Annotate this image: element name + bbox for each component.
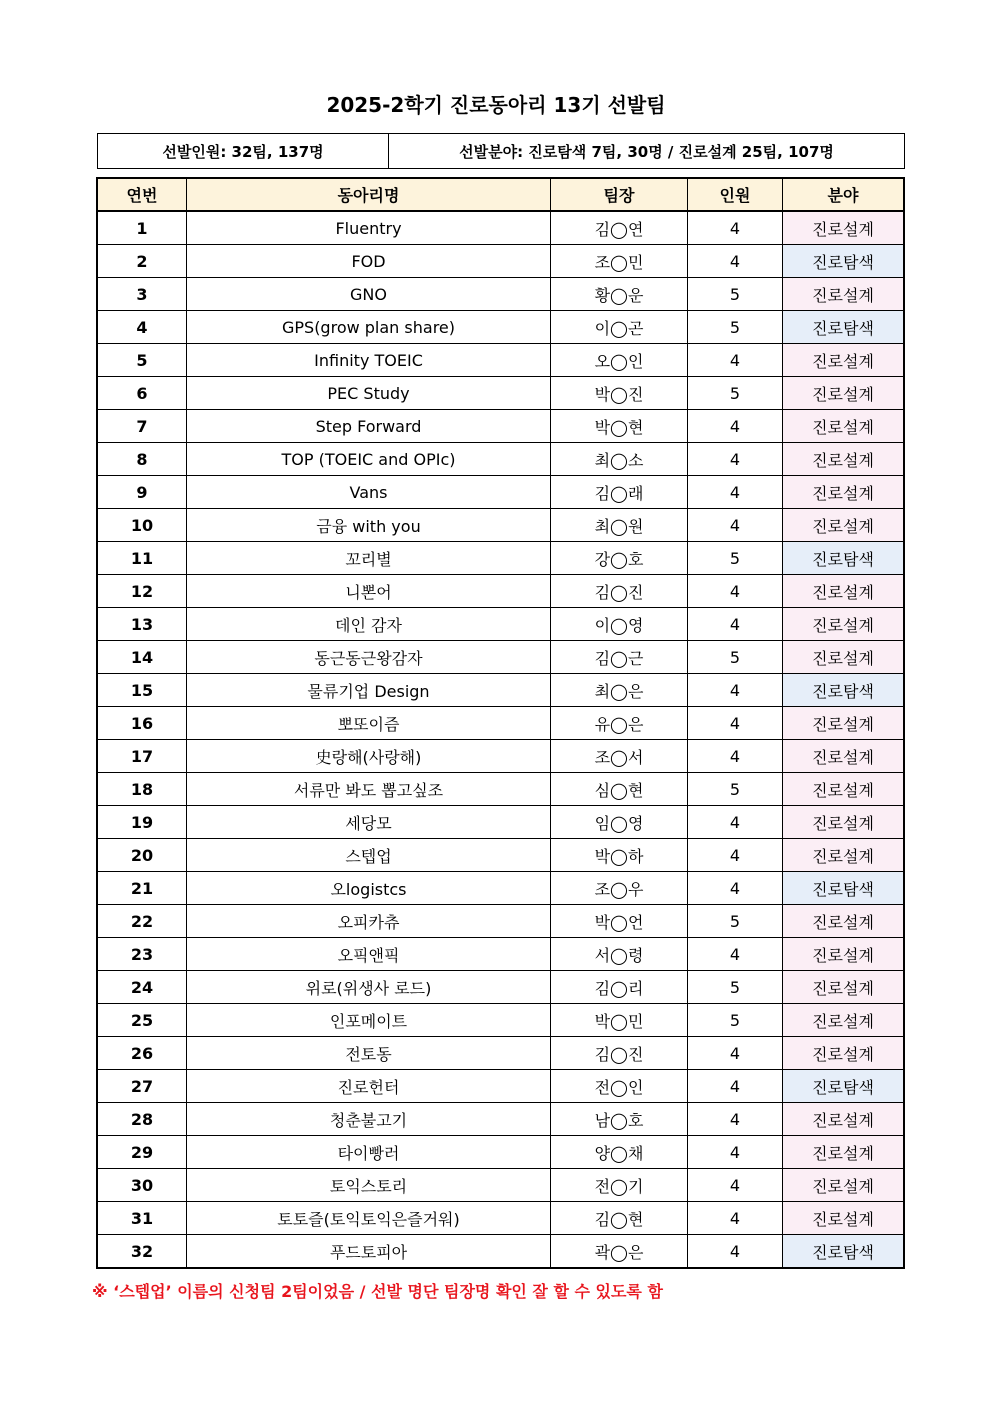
member-count: 5 — [688, 971, 783, 1004]
club-name: 진로헌터 — [187, 1070, 551, 1103]
team-leader: 황◯운 — [551, 278, 688, 311]
table-row — [97, 740, 904, 773]
table-row — [97, 410, 904, 443]
row-number: 14 — [97, 641, 187, 674]
field-category: 진로설계 — [783, 211, 905, 245]
team-leader: 박◯언 — [551, 905, 688, 938]
club-name: TOP (TOEIC and OPIc) — [187, 443, 551, 476]
club-name: 꼬리별 — [187, 542, 551, 575]
club-name: 스텝업 — [187, 839, 551, 872]
table-row — [97, 872, 904, 905]
member-count: 4 — [688, 1070, 783, 1103]
team-leader: 최◯은 — [551, 674, 688, 707]
row-number: 10 — [97, 509, 187, 542]
member-count: 5 — [688, 311, 783, 344]
member-count: 4 — [688, 443, 783, 476]
club-name: GNO — [187, 278, 551, 311]
club-name: PEC Study — [187, 377, 551, 410]
team-leader: 박◯하 — [551, 839, 688, 872]
team-leader: 이◯곤 — [551, 311, 688, 344]
club-name: 금융 with you — [187, 509, 551, 542]
field-category: 진로탐색 — [783, 1070, 905, 1103]
table-row — [97, 1202, 904, 1235]
header-members: 인원 — [688, 178, 783, 211]
team-leader: 박◯진 — [551, 377, 688, 410]
team-leader: 박◯현 — [551, 410, 688, 443]
row-number: 5 — [97, 344, 187, 377]
field-category: 진로탐색 — [783, 311, 905, 344]
row-number: 31 — [97, 1202, 187, 1235]
row-number: 9 — [97, 476, 187, 509]
field-category: 진로설계 — [783, 1103, 905, 1136]
row-number: 16 — [97, 707, 187, 740]
row-number: 29 — [97, 1136, 187, 1169]
table-row — [97, 1070, 904, 1103]
team-leader: 김◯연 — [551, 211, 688, 245]
team-leader: 심◯현 — [551, 773, 688, 806]
club-name: GPS(grow plan share) — [187, 311, 551, 344]
table-row — [97, 641, 904, 674]
field-category: 진로설계 — [783, 476, 905, 509]
row-number: 26 — [97, 1037, 187, 1070]
club-name: 오logistcs — [187, 872, 551, 905]
team-leader: 최◯원 — [551, 509, 688, 542]
selected-fields: 선발분야: 진로탐색 7팀, 30명 / 진로설계 25팀, 107명 — [389, 134, 905, 169]
club-name: Step Forward — [187, 410, 551, 443]
member-count: 4 — [688, 344, 783, 377]
field-category: 진로설계 — [783, 971, 905, 1004]
club-name: 토토즐(토익토익은즐거워) — [187, 1202, 551, 1235]
club-name: 푸드토피아 — [187, 1235, 551, 1269]
table-row — [97, 905, 904, 938]
row-number: 8 — [97, 443, 187, 476]
field-category: 진로설계 — [783, 740, 905, 773]
club-name: 서류만 봐도 뽑고싶조 — [187, 773, 551, 806]
summary-table — [97, 133, 905, 169]
member-count: 4 — [688, 938, 783, 971]
row-number: 3 — [97, 278, 187, 311]
table-row — [97, 1004, 904, 1037]
team-leader: 최◯소 — [551, 443, 688, 476]
member-count: 4 — [688, 575, 783, 608]
member-count: 5 — [688, 542, 783, 575]
row-number: 7 — [97, 410, 187, 443]
field-category: 진로설계 — [783, 575, 905, 608]
field-category: 진로설계 — [783, 1136, 905, 1169]
field-category: 진로탐색 — [783, 872, 905, 905]
team-leader: 김◯현 — [551, 1202, 688, 1235]
header-field: 분야 — [783, 178, 905, 211]
row-number: 1 — [97, 211, 187, 245]
row-number: 23 — [97, 938, 187, 971]
row-number: 20 — [97, 839, 187, 872]
club-name: 물류기업 Design — [187, 674, 551, 707]
table-row — [97, 773, 904, 806]
table-row — [97, 476, 904, 509]
header-no: 연번 — [97, 178, 187, 211]
row-number: 2 — [97, 245, 187, 278]
field-category: 진로설계 — [783, 344, 905, 377]
row-number: 22 — [97, 905, 187, 938]
member-count: 4 — [688, 211, 783, 245]
table-row — [97, 211, 904, 245]
row-number: 32 — [97, 1235, 187, 1269]
table-row — [97, 278, 904, 311]
club-name: 토익스토리 — [187, 1169, 551, 1202]
row-number: 15 — [97, 674, 187, 707]
club-name: 위로(위생사 로드) — [187, 971, 551, 1004]
field-category: 진로탐색 — [783, 1235, 905, 1269]
field-category: 진로설계 — [783, 905, 905, 938]
member-count: 4 — [688, 476, 783, 509]
field-category: 진로설계 — [783, 839, 905, 872]
team-leader: 강◯호 — [551, 542, 688, 575]
team-leader: 서◯령 — [551, 938, 688, 971]
row-number: 11 — [97, 542, 187, 575]
field-category: 진로설계 — [783, 938, 905, 971]
row-number: 25 — [97, 1004, 187, 1037]
table-row — [97, 839, 904, 872]
table-row — [97, 344, 904, 377]
team-leader: 남◯호 — [551, 1103, 688, 1136]
member-count: 4 — [688, 806, 783, 839]
member-count: 4 — [688, 1103, 783, 1136]
club-name: Fluentry — [187, 211, 551, 245]
table-row — [97, 1037, 904, 1070]
field-category: 진로설계 — [783, 509, 905, 542]
team-table — [96, 177, 905, 1269]
table-row — [97, 377, 904, 410]
field-category: 진로설계 — [783, 443, 905, 476]
row-number: 21 — [97, 872, 187, 905]
row-number: 24 — [97, 971, 187, 1004]
club-name: 오피카츄 — [187, 905, 551, 938]
field-category: 진로설계 — [783, 278, 905, 311]
team-leader: 이◯영 — [551, 608, 688, 641]
table-row — [97, 938, 904, 971]
field-category: 진로설계 — [783, 1169, 905, 1202]
row-number: 28 — [97, 1103, 187, 1136]
field-category: 진로설계 — [783, 608, 905, 641]
club-name: Infinity TOEIC — [187, 344, 551, 377]
table-row — [97, 575, 904, 608]
table-row — [97, 971, 904, 1004]
member-count: 4 — [688, 839, 783, 872]
row-number: 12 — [97, 575, 187, 608]
field-category: 진로설계 — [783, 641, 905, 674]
table-row — [97, 1136, 904, 1169]
club-name: 전토동 — [187, 1037, 551, 1070]
team-leader: 전◯기 — [551, 1169, 688, 1202]
member-count: 5 — [688, 641, 783, 674]
table-row — [97, 707, 904, 740]
table-row — [97, 311, 904, 344]
member-count: 5 — [688, 773, 783, 806]
row-number: 13 — [97, 608, 187, 641]
member-count: 4 — [688, 1136, 783, 1169]
field-category: 진로설계 — [783, 1004, 905, 1037]
table-row — [97, 674, 904, 707]
member-count: 4 — [688, 410, 783, 443]
club-name: 오픽앤픽 — [187, 938, 551, 971]
member-count: 5 — [688, 377, 783, 410]
member-count: 5 — [688, 278, 783, 311]
field-category: 진로탐색 — [783, 542, 905, 575]
table-row — [97, 509, 904, 542]
club-name: FOD — [187, 245, 551, 278]
row-number: 17 — [97, 740, 187, 773]
field-category: 진로탐색 — [783, 674, 905, 707]
header-leader: 팀장 — [551, 178, 688, 211]
row-number: 6 — [97, 377, 187, 410]
table-row — [97, 443, 904, 476]
table-row — [97, 1103, 904, 1136]
team-leader: 김◯진 — [551, 575, 688, 608]
member-count: 4 — [688, 1202, 783, 1235]
member-count: 4 — [688, 1235, 783, 1269]
field-category: 진로탐색 — [783, 245, 905, 278]
team-leader: 오◯인 — [551, 344, 688, 377]
team-leader: 임◯영 — [551, 806, 688, 839]
club-name: Vans — [187, 476, 551, 509]
club-name: 史랑해(사랑해) — [187, 740, 551, 773]
member-count: 4 — [688, 1169, 783, 1202]
field-category: 진로설계 — [783, 1037, 905, 1070]
team-leader: 김◯리 — [551, 971, 688, 1004]
table-row — [97, 542, 904, 575]
selected-count: 선발인원: 32팀, 137명 — [98, 134, 389, 169]
table-row — [97, 1169, 904, 1202]
field-category: 진로설계 — [783, 377, 905, 410]
footnote: ※ ‘스텝업’ 이름의 신청팀 2팀이었음 / 선발 명단 팀장명 확인 잘 할 수 있도록 함 — [92, 1282, 663, 1301]
club-name: 세당모 — [187, 806, 551, 839]
field-category: 진로설계 — [783, 806, 905, 839]
member-count: 4 — [688, 872, 783, 905]
table-row — [97, 608, 904, 641]
header-club-name: 동아리명 — [187, 178, 551, 211]
club-name: 데인 감자 — [187, 608, 551, 641]
member-count: 4 — [688, 707, 783, 740]
table-row — [97, 806, 904, 839]
table-row — [97, 245, 904, 278]
team-leader: 박◯민 — [551, 1004, 688, 1037]
field-category: 진로설계 — [783, 410, 905, 443]
team-leader: 조◯우 — [551, 872, 688, 905]
member-count: 5 — [688, 905, 783, 938]
team-leader: 김◯진 — [551, 1037, 688, 1070]
club-name: 타이빵러 — [187, 1136, 551, 1169]
table-header-row — [97, 178, 904, 211]
club-name: 청춘불고기 — [187, 1103, 551, 1136]
team-leader: 조◯민 — [551, 245, 688, 278]
club-name: 인포메이트 — [187, 1004, 551, 1037]
club-name: 니뽄어 — [187, 575, 551, 608]
field-category: 진로설계 — [783, 773, 905, 806]
club-name: 뽀또이즘 — [187, 707, 551, 740]
member-count: 5 — [688, 1004, 783, 1037]
field-category: 진로설계 — [783, 1202, 905, 1235]
row-number: 27 — [97, 1070, 187, 1103]
team-leader: 김◯근 — [551, 641, 688, 674]
team-leader: 곽◯은 — [551, 1235, 688, 1269]
team-leader: 김◯래 — [551, 476, 688, 509]
member-count: 4 — [688, 245, 783, 278]
table-row — [97, 1235, 904, 1269]
member-count: 4 — [688, 509, 783, 542]
document-title: 2025-2학기 진로동아리 13기 선발팀 — [326, 93, 666, 117]
member-count: 4 — [688, 608, 783, 641]
row-number: 4 — [97, 311, 187, 344]
row-number: 18 — [97, 773, 187, 806]
row-number: 30 — [97, 1169, 187, 1202]
team-leader: 유◯은 — [551, 707, 688, 740]
member-count: 4 — [688, 1037, 783, 1070]
club-name: 동근동근왕감자 — [187, 641, 551, 674]
team-leader: 전◯인 — [551, 1070, 688, 1103]
team-leader: 양◯채 — [551, 1136, 688, 1169]
row-number: 19 — [97, 806, 187, 839]
field-category: 진로설계 — [783, 707, 905, 740]
member-count: 4 — [688, 740, 783, 773]
team-leader: 조◯서 — [551, 740, 688, 773]
member-count: 4 — [688, 674, 783, 707]
